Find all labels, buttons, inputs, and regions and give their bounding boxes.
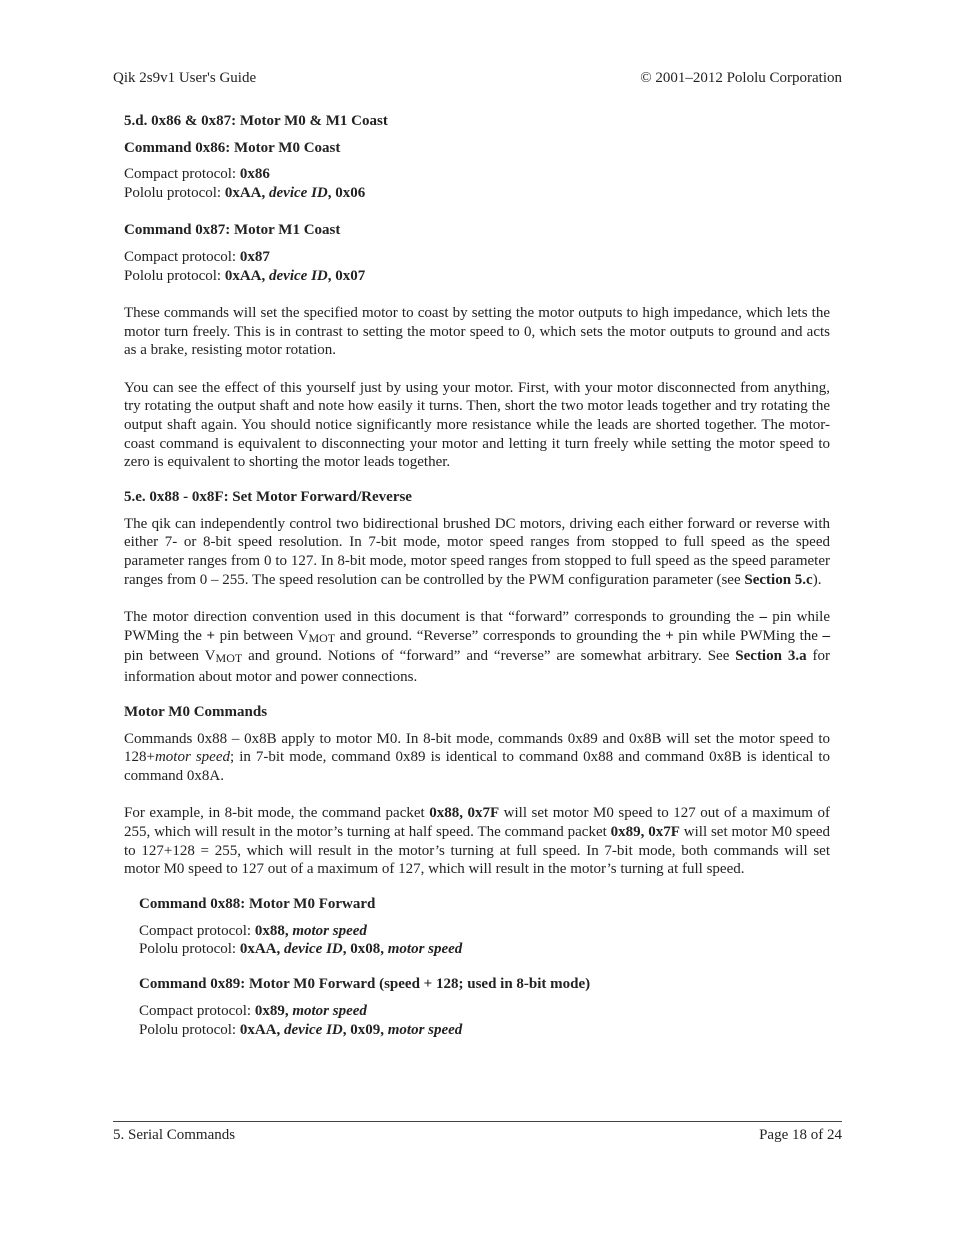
footer-section-name: 5. Serial Commands	[113, 1127, 236, 1143]
cmd-89-pololu: Pololu protocol: 0xAA, device ID, 0x09, motor speed	[139, 1021, 463, 1038]
motor-m0-commands-heading: Motor M0 Commands	[124, 703, 268, 720]
cmd-86-pololu: Pololu protocol: 0xAA, device ID, 0x06	[124, 185, 366, 202]
section-3a-link[interactable]: Section 3.a	[735, 648, 807, 665]
cmd-88-block	[124, 895, 830, 1039]
cmd-86-compact: Compact protocol: 0x86	[124, 166, 270, 183]
cmd-89-compact: Compact protocol: 0x89, motor speed	[139, 1002, 367, 1019]
section-5c-link[interactable]: Section 5.c	[744, 571, 813, 588]
m0-paragraph-2: For example, in 8-bit mode, the command packet 0x88, 0x7F will set motor M0 speed to 127 out of a maximum of 255, which will result in the motor’s turning at half speed. The command packet 0x89, 0x7F will set motor M0 speed to 127+128 = 255, which will result in the motor’s turning at full speed. In 7-bit mode, both commands will set motor M0 speed to 127 out of a maximum of 127, which will result in the motor’s turning at full speed.	[124, 805, 831, 878]
coast-paragraph-1: These commands will set the specified motor to coast by setting the motor outputs to high impedance, which lets the motor turn freely. This is in contrast to setting the motor speed to 0, which sets the motor outputs to ground and acts as a brake, resisting motor rotation.	[124, 304, 830, 359]
footer-divider	[113, 1121, 842, 1122]
m0-paragraph-1: Commands 0x88 – 0x8B apply to motor M0. In 8-bit mode, commands 0x89 and 0x8B will set the motor speed to 128+motor speed; in 7-bit mode, command 0x89 is identical to command 0x88 and command 0x8B is identical to command 0x8A.	[124, 730, 830, 784]
footer-page-number: Page 18 of 24	[759, 1127, 842, 1143]
page-content	[124, 112, 830, 1039]
forward-reverse-paragraph-2: The motor direction convention used in this document is that “forward” corresponds to grounding the – pin while PWMing the + pin between $V_{MOT}$ and ground. “Reverse” corresponds to grounding the + pin while PWMing the – pin between $V_{MOT}$ and ground. Notions of “forward” and “reverse” are somewhat arbitrary. See Section 3.a for information about motor and power connections.	[124, 609, 831, 686]
cmd-88-heading: Command 0x88: Motor M0 Forward	[139, 896, 376, 912]
header-copyright: © 2001–2012 Pololu Corporation	[640, 70, 842, 86]
cmd-86-heading: Command 0x86: Motor M0 Coast	[124, 139, 341, 156]
coast-paragraph-2: You can see the effect of this yourself just by using your motor. First, with your motor disconnected from anything, try rotating the output shaft and note how easily it turns. Then, short the two motor leads together and try rotating the output shaft again. You should notice significantly more resistance while the leads are shorted together. The motor-coast command is equivalent to disconnecting your motor and letting it turn freely while setting the motor speed to zero is equivalent to shorting the motor leads together.	[124, 379, 830, 471]
cmd-88-pololu: Pololu protocol: 0xAA, device ID, 0x08, motor speed	[139, 941, 463, 958]
cmd-87-compact: Compact protocol: 0x87	[124, 249, 270, 266]
section-5e-heading: 5.e. 0x88 - 0x8F: Set Motor Forward/Reverse	[124, 489, 412, 506]
cmd-89-heading: Command 0x89: Motor M0 Forward (speed + 128; used in 8-bit mode)	[139, 976, 591, 993]
forward-reverse-paragraph-1: The qik can independently control two bidirectional brushed DC motors, driving each either forward or reverse with either 7- or 8-bit speed resolution. In 7-bit mode, motor speed ranges from stopped to full speed as the speed parameter ranges from 0 to 127. In 8-bit mode, motor speed ranges from stopped to full speed as the speed parameter ranges from 0 – 255. The speed resolution can be controlled by the PWM configuration parameter (see Section 5.c).	[124, 515, 830, 588]
cmd-87-pololu: Pololu protocol: 0xAA, device ID, 0x07	[124, 267, 366, 284]
cmd-87-heading: Command 0x87: Motor M1 Coast	[124, 222, 341, 239]
cmd-88-compact: Compact protocol: 0x88, motor speed	[139, 922, 367, 939]
header-doc-title: Qik 2s9v1 User's Guide	[113, 70, 257, 86]
section-5d-heading: 5.d. 0x86 & 0x87: Motor M0 & M1 Coast	[124, 113, 388, 129]
